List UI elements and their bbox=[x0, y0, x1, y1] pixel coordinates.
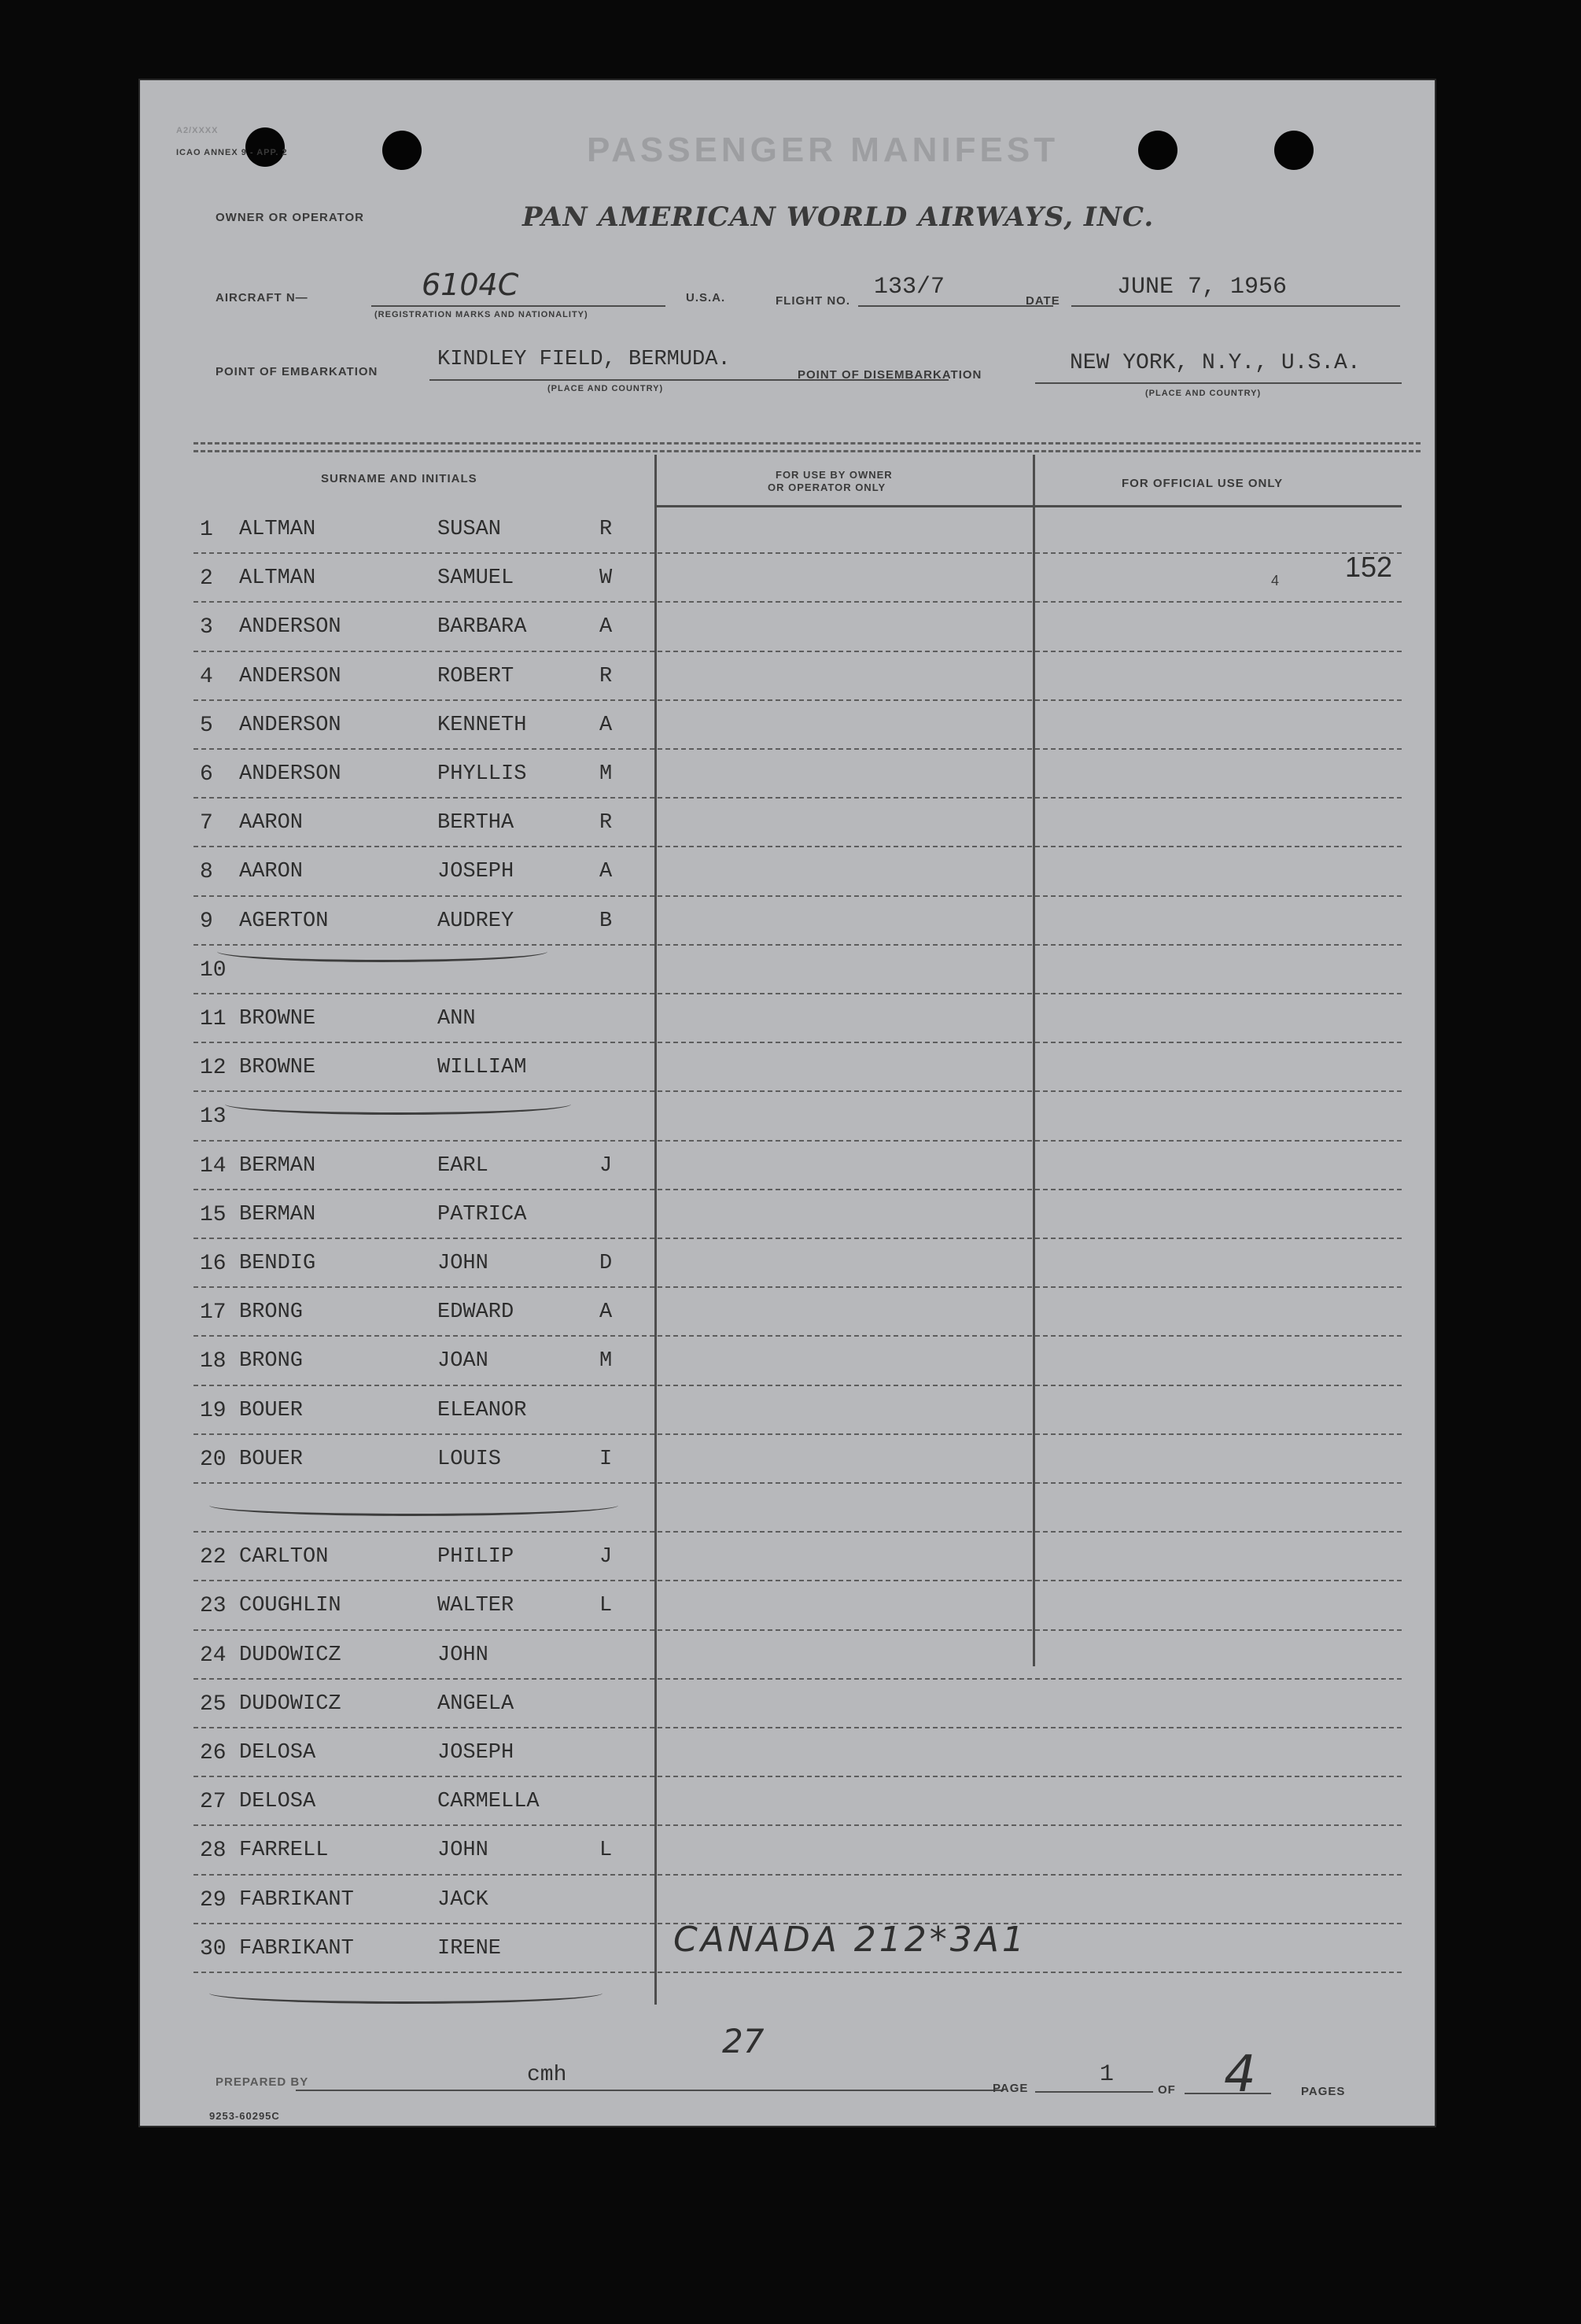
row-surname: BROWNE bbox=[239, 1007, 316, 1031]
row-surname: ALTMAN bbox=[239, 566, 316, 591]
row-number: 24 bbox=[200, 1643, 227, 1668]
row-given-name: ANGELA bbox=[437, 1691, 514, 1716]
row-initial: L bbox=[599, 1839, 613, 1863]
date-underline bbox=[1071, 305, 1400, 307]
row-given-name: PHYLLIS bbox=[437, 762, 527, 786]
table-top-rule bbox=[193, 450, 1421, 452]
form-code-annex: ICAO ANNEX 9 - APP. 2 bbox=[176, 148, 288, 157]
row-number: 13 bbox=[200, 1105, 227, 1130]
aircraft-value: 6104C bbox=[422, 267, 519, 302]
row-separator bbox=[193, 1482, 1402, 1484]
row-surname: ANDERSON bbox=[239, 713, 341, 737]
row-number: 10 bbox=[200, 957, 227, 983]
row-surname: DUDOWICZ bbox=[239, 1643, 341, 1667]
row-number: 19 bbox=[200, 1398, 227, 1423]
owner-label: OWNER OR OPERATOR bbox=[216, 211, 364, 224]
row-given-name: EDWARD bbox=[437, 1300, 514, 1325]
date-label: DATE bbox=[1026, 294, 1060, 308]
row-surname: FABRIKANT bbox=[239, 1887, 354, 1912]
row-surname: DUDOWICZ bbox=[239, 1691, 341, 1716]
row-surname: BRONG bbox=[239, 1349, 304, 1374]
embarkation-label: POINT OF EMBARKATION bbox=[216, 365, 378, 378]
row-initial: R bbox=[599, 518, 613, 541]
aircraft-underline bbox=[371, 305, 665, 307]
row-number: 4 bbox=[200, 664, 213, 689]
row-number: 27 bbox=[200, 1790, 227, 1815]
disembarkation-underline bbox=[1035, 382, 1402, 384]
page-value: 1 bbox=[1100, 2061, 1115, 2088]
of-value: 4 bbox=[1224, 2045, 1256, 2104]
row-initial: J bbox=[599, 1545, 613, 1570]
row-given-name: PATRICA bbox=[437, 1202, 527, 1227]
table-top-rule bbox=[193, 442, 1421, 445]
row-initial: L bbox=[599, 1594, 613, 1618]
row-given-name: JOHN bbox=[437, 1839, 488, 1863]
right-margin-number: 152 bbox=[1345, 551, 1393, 583]
row-surname: DELOSA bbox=[239, 1741, 316, 1765]
row-given-name: JOHN bbox=[437, 1643, 488, 1667]
disembarkation-label: POINT OF DISEMBARKATION bbox=[798, 368, 982, 382]
row-given-name: CARMELLA bbox=[437, 1790, 540, 1814]
row-given-name: ELEANOR bbox=[437, 1398, 527, 1422]
aircraft-label: AIRCRAFT N— bbox=[216, 291, 308, 304]
row-surname: BOUER bbox=[239, 1398, 304, 1422]
column-divider bbox=[1033, 455, 1035, 1666]
row-given-name: SUSAN bbox=[437, 518, 502, 541]
row-given-name: PHILIP bbox=[437, 1545, 514, 1570]
row-number: 26 bbox=[200, 1741, 227, 1765]
strike-mark bbox=[217, 941, 547, 962]
punch-hole bbox=[245, 127, 285, 167]
row-number: 12 bbox=[200, 1056, 227, 1081]
small-mark: 4 bbox=[1271, 573, 1280, 588]
punch-hole bbox=[1274, 131, 1314, 170]
row-given-name: KENNETH bbox=[437, 713, 527, 737]
row-given-name: JOAN bbox=[437, 1349, 488, 1374]
disembarkation-sublabel: (PLACE AND COUNTRY) bbox=[1145, 389, 1262, 398]
row-number: 14 bbox=[200, 1153, 227, 1179]
row-initial: I bbox=[599, 1447, 613, 1471]
row-initial: R bbox=[599, 664, 613, 688]
col-names-header: SURNAME AND INITIALS bbox=[321, 472, 477, 485]
row-given-name: JOHN bbox=[437, 1252, 488, 1275]
row-given-name: ANN bbox=[437, 1007, 476, 1031]
row-given-name: JACK bbox=[437, 1887, 488, 1912]
usa-label: U.S.A. bbox=[686, 291, 726, 304]
row-separator bbox=[193, 1433, 1402, 1435]
row-separator bbox=[193, 601, 1402, 603]
aircraft-sublabel: (REGISTRATION MARKS AND NATIONALITY) bbox=[374, 310, 588, 319]
manifest-sheet bbox=[138, 79, 1436, 2127]
row-surname: BERMAN bbox=[239, 1202, 316, 1227]
row-surname: AGERTON bbox=[239, 909, 329, 933]
row-separator bbox=[193, 895, 1402, 897]
row-given-name: IRENE bbox=[437, 1936, 502, 1961]
row-initial: W bbox=[599, 566, 613, 591]
row-separator bbox=[193, 846, 1402, 847]
row-number: 11 bbox=[200, 1007, 227, 1031]
row-given-name: EARL bbox=[437, 1153, 488, 1178]
row-separator bbox=[193, 993, 1402, 994]
page-label: PAGE bbox=[993, 2082, 1029, 2095]
row-surname: COUGHLIN bbox=[239, 1594, 341, 1618]
row-separator bbox=[193, 651, 1402, 652]
row-separator bbox=[193, 1238, 1402, 1239]
row-separator bbox=[193, 1335, 1402, 1337]
row-given-name: AUDREY bbox=[437, 909, 514, 933]
row-surname: BRONG bbox=[239, 1300, 304, 1325]
row-separator bbox=[193, 797, 1402, 799]
owner-value: PAN AMERICAN WORLD AIRWAYS, INC. bbox=[522, 201, 1155, 233]
of-underline bbox=[1185, 2093, 1271, 2094]
row-number: 7 bbox=[200, 811, 213, 836]
row-number: 20 bbox=[200, 1447, 227, 1472]
disembarkation-value: NEW YORK, N.Y., U.S.A. bbox=[1070, 351, 1361, 375]
row-surname: DELOSA bbox=[239, 1790, 316, 1814]
row-initial: M bbox=[599, 762, 613, 786]
row-surname: ANDERSON bbox=[239, 615, 341, 640]
row-separator bbox=[193, 1824, 1402, 1826]
punch-hole bbox=[382, 131, 422, 170]
row-surname: BERMAN bbox=[239, 1153, 316, 1178]
row-surname: ANDERSON bbox=[239, 762, 341, 786]
row-initial: D bbox=[599, 1252, 613, 1275]
row-surname: BOUER bbox=[239, 1447, 304, 1471]
row-separator bbox=[193, 699, 1402, 701]
row-given-name: JOSEPH bbox=[437, 1741, 514, 1765]
row-initial: A bbox=[599, 860, 613, 884]
row-surname: AARON bbox=[239, 860, 304, 884]
flight-label: FLIGHT NO. bbox=[776, 294, 850, 308]
row-separator bbox=[193, 1286, 1402, 1288]
row-separator bbox=[193, 1580, 1402, 1581]
strike-mark bbox=[209, 1983, 603, 2004]
prepared-label: PREPARED BY bbox=[216, 2075, 309, 2089]
row-number: 22 bbox=[200, 1545, 227, 1570]
row-surname: FARRELL bbox=[239, 1839, 329, 1863]
row-surname: BENDIG bbox=[239, 1252, 316, 1275]
row-given-name: LOUIS bbox=[437, 1447, 502, 1471]
col-official-header: FOR OFFICIAL USE ONLY bbox=[1122, 477, 1284, 490]
row-given-name: BERTHA bbox=[437, 811, 514, 836]
row-separator bbox=[193, 1531, 1402, 1533]
row-separator bbox=[193, 552, 1402, 554]
page-title: PASSENGER MANIFEST bbox=[587, 131, 1060, 169]
header-rule bbox=[654, 505, 1402, 507]
embarkation-value: KINDLEY FIELD, BERMUDA. bbox=[437, 348, 731, 371]
row-separator bbox=[193, 1776, 1402, 1777]
date-value: JUNE 7, 1956 bbox=[1117, 274, 1288, 301]
page-underline bbox=[1035, 2091, 1153, 2093]
row-number: 2 bbox=[200, 566, 213, 592]
canada-note: CANADA 212*3A1 bbox=[673, 1920, 1027, 1960]
row-separator bbox=[193, 1189, 1402, 1190]
punch-hole bbox=[1138, 131, 1177, 170]
row-number: 3 bbox=[200, 615, 213, 640]
row-number: 18 bbox=[200, 1349, 227, 1374]
row-number: 28 bbox=[200, 1839, 227, 1864]
row-initial: A bbox=[599, 1300, 613, 1325]
row-number: 25 bbox=[200, 1691, 227, 1717]
row-initial: M bbox=[599, 1349, 613, 1374]
total-handwritten: 27 bbox=[722, 2022, 765, 2060]
row-initial: R bbox=[599, 811, 613, 836]
row-number: 30 bbox=[200, 1936, 227, 1961]
row-given-name: WALTER bbox=[437, 1594, 514, 1618]
row-number: 17 bbox=[200, 1300, 227, 1326]
row-given-name: ROBERT bbox=[437, 664, 514, 688]
form-number: 9253-60295C bbox=[209, 2110, 280, 2122]
row-number: 6 bbox=[200, 762, 213, 787]
pages-label: PAGES bbox=[1301, 2085, 1346, 2098]
row-given-name: SAMUEL bbox=[437, 566, 514, 591]
row-separator bbox=[193, 1629, 1402, 1631]
row-initial: A bbox=[599, 713, 613, 737]
row-number: 23 bbox=[200, 1594, 227, 1619]
row-separator bbox=[193, 1678, 1402, 1680]
row-initial: A bbox=[599, 615, 613, 640]
row-surname: ALTMAN bbox=[239, 518, 316, 541]
row-separator bbox=[193, 1972, 1402, 1973]
row-number: 29 bbox=[200, 1887, 227, 1913]
row-separator bbox=[193, 1727, 1402, 1728]
flight-value: 133/7 bbox=[874, 274, 945, 301]
row-separator bbox=[193, 1140, 1402, 1142]
prepared-value: cmh bbox=[527, 2063, 567, 2087]
row-number: 5 bbox=[200, 713, 213, 738]
strike-mark bbox=[209, 1495, 618, 1516]
embarkation-sublabel: (PLACE AND COUNTRY) bbox=[547, 384, 664, 393]
row-number: 8 bbox=[200, 860, 213, 885]
row-given-name: WILLIAM bbox=[437, 1056, 527, 1080]
row-separator bbox=[193, 1042, 1402, 1043]
row-surname: FABRIKANT bbox=[239, 1936, 354, 1961]
row-number: 15 bbox=[200, 1202, 227, 1227]
row-given-name: JOSEPH bbox=[437, 860, 514, 884]
row-surname: BROWNE bbox=[239, 1056, 316, 1080]
flight-underline bbox=[858, 305, 1053, 307]
row-separator bbox=[193, 1090, 1402, 1092]
row-separator bbox=[193, 748, 1402, 750]
row-number: 9 bbox=[200, 909, 213, 934]
row-separator bbox=[193, 1385, 1402, 1386]
row-initial: J bbox=[599, 1153, 613, 1178]
row-surname: CARLTON bbox=[239, 1545, 329, 1570]
col-owner-header: FOR USE BY OWNER bbox=[776, 469, 893, 481]
column-divider bbox=[654, 455, 657, 2005]
row-separator bbox=[193, 1874, 1402, 1876]
strike-mark bbox=[225, 1094, 571, 1115]
row-surname: ANDERSON bbox=[239, 664, 341, 688]
of-label: OF bbox=[1158, 2083, 1176, 2097]
row-number: 16 bbox=[200, 1252, 227, 1276]
row-given-name: BARBARA bbox=[437, 615, 527, 640]
row-surname: AARON bbox=[239, 811, 304, 836]
form-code: A2/XXXX bbox=[176, 126, 219, 135]
col-owner-header-2: OR OPERATOR ONLY bbox=[768, 481, 886, 493]
row-initial: B bbox=[599, 909, 613, 933]
row-number: 1 bbox=[200, 518, 213, 542]
prepared-underline bbox=[296, 2090, 1004, 2091]
